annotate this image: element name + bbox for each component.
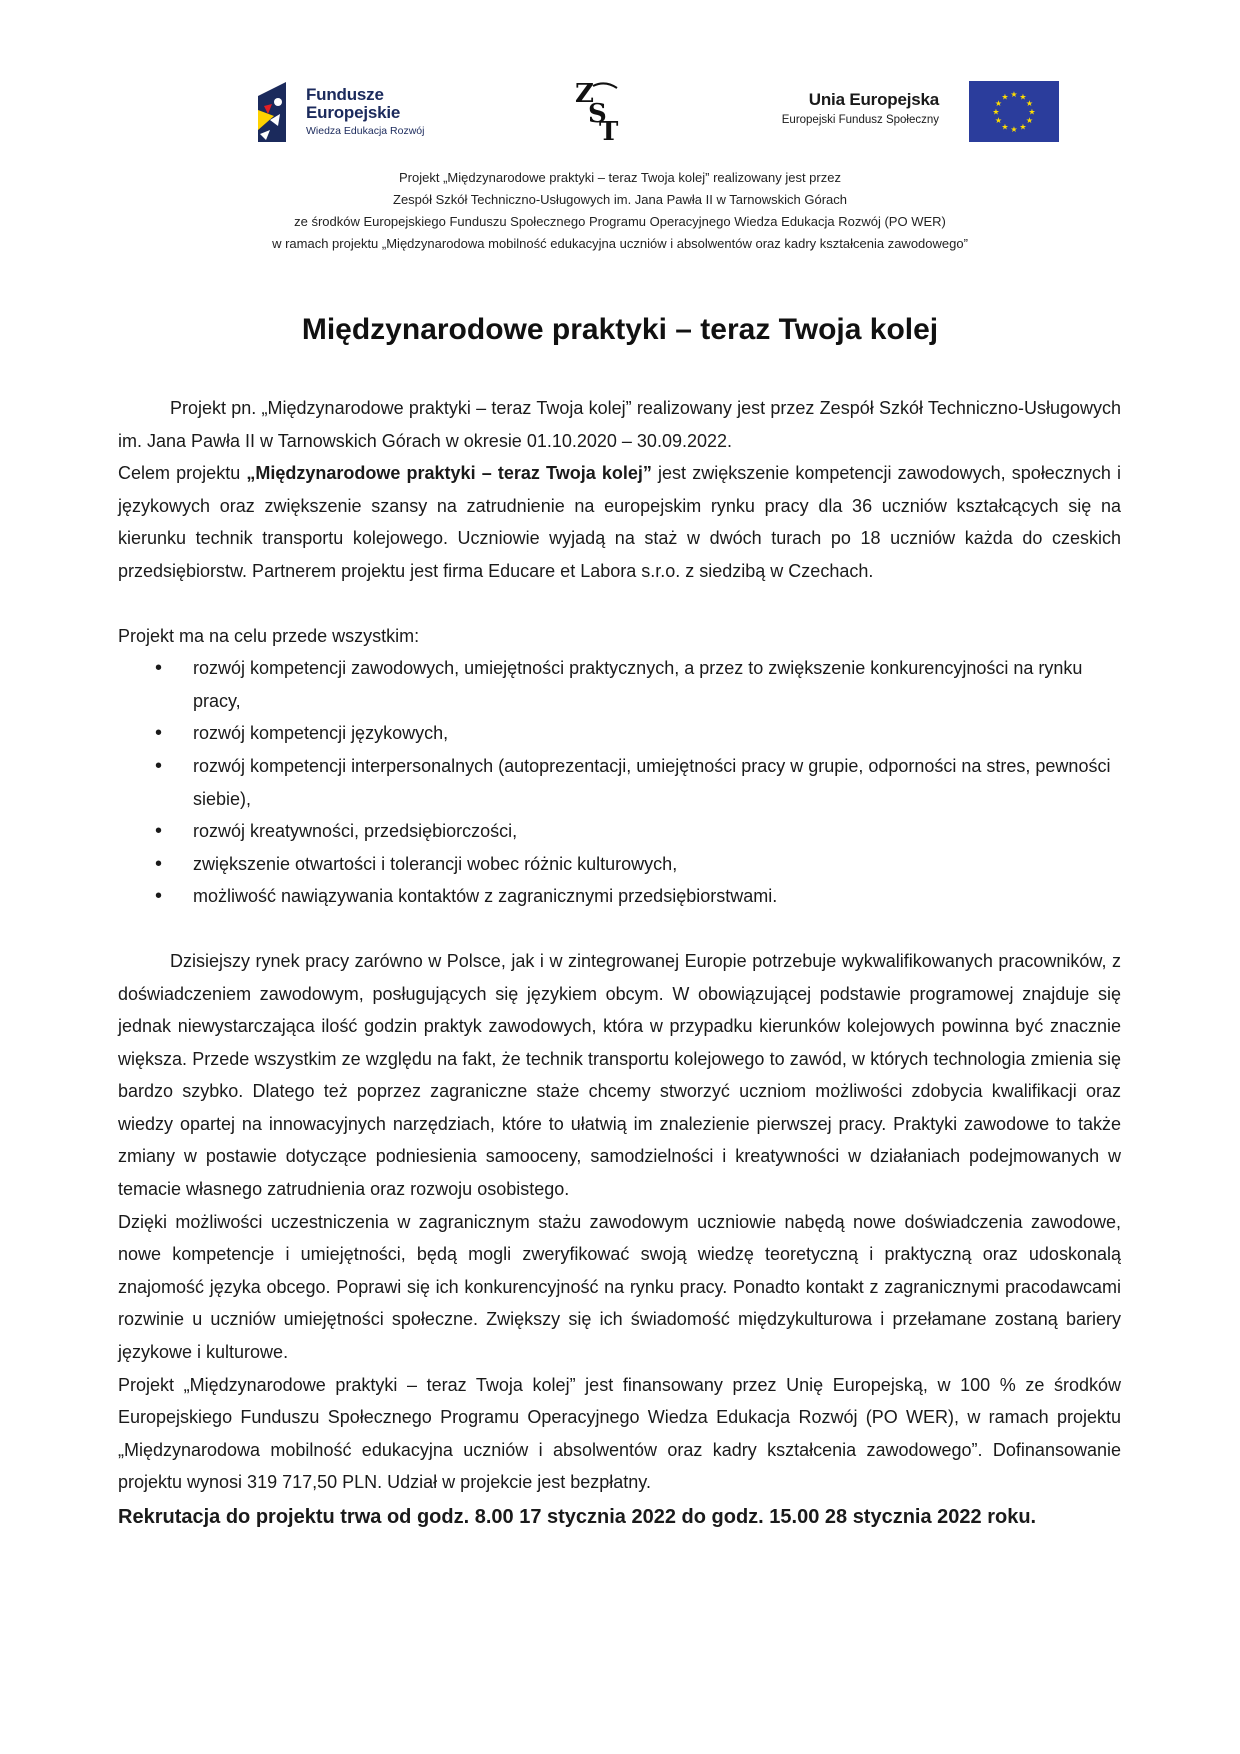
- goal-text-before: Celem projektu: [118, 463, 247, 484]
- fundusze-europejskie-mark-icon: [256, 80, 296, 144]
- recruitment-notice: Rekrutacja do projektu trwa od godz. 8.00 17 stycznia 2022 do godz. 15.00 28 stycznia 2022 roku.: [118, 1506, 1037, 1528]
- list-item: • zwiększenie otwartości i tolerancji wobec różnic kulturowych,: [118, 848, 1121, 881]
- svg-text:★: ★: [1025, 116, 1034, 125]
- svg-text:★: ★: [1010, 125, 1018, 134]
- list-item: • rozwój kompetencji interpersonalnych (autoprezentacji, umiejętności pracy w grupie, odporności na stres, pewności siebie),: [118, 750, 1121, 815]
- fundusze-europejskie-logo: [256, 78, 456, 148]
- goals-list: [118, 652, 1121, 913]
- svg-text:★: ★: [1019, 122, 1027, 132]
- logo-row: [0, 78, 1240, 148]
- intro-paragraph: Projekt pn. „Międzynarodowe praktyki – teraz Twoja kolej” realizowany jest przez Zespół Szkół Techniczno-Usługowych im. Jana Pawła II w Tarnowskich Górach w okresie 01.10.2020 – 30.09.2022.: [118, 398, 1121, 451]
- funding-paragraph: Projekt „Międzynarodowe praktyki – teraz Twoja kolej” jest finansowany przez Unię Europejską, w 100 % ze środków Europejskiego Funduszu Społecznego Programu Operacyjnego Wiedza Edukacja Rozwój (PO WER), w ramach projektu „Międzynarodowa mobilność edukacyjna uczniów i absolwentów oraz kadry kształcenia zawodowego”. Dofinansowanie projektu wynosi 319 717,50 PLN. Udział w projekcie jest bezpłatny.: [118, 1374, 1121, 1493]
- svg-text:★: ★: [1019, 92, 1027, 102]
- header-note-line: w ramach projektu „Międzynarodowa mobilność edukacyjna uczniów i absolwentów oraz kadry kształcenia zawodowego”: [272, 236, 968, 251]
- fe-logo-line2: Europejskie: [306, 103, 401, 122]
- project-name-bold: „Międzynarodowe praktyki – teraz Twoja kolej”: [246, 463, 652, 484]
- svg-text:★: ★: [994, 99, 1003, 108]
- svg-text:★: ★: [1001, 122, 1009, 132]
- header-note-line: ze środków Europejskiego Funduszu Społecznego Programu Operacyjnego Wiedza Edukacja Rozwój (PO WER): [294, 214, 946, 229]
- goals-lead: Projekt ma na celu przede wszystkim:: [118, 625, 420, 646]
- benefits-paragraph: Dzięki możliwości uczestniczenia w zagranicznym stażu zawodowym uczniowie nabędą nowe doświadczenia zawodowe, nowe kompetencje i umiejętności, będą mogli zweryfikować swoją wiedzę teoretyczną i praktyczną oraz udoskonalą znajomość języka obcego. Poprawi się ich konkurencyjność na rynku pracy. Ponadto kontakt z zagranicznymi pracodawcami rozwinie u uczniów umiejętności społeczne. Zwiększy się ich świadomość międzykulturowa i przełamane zostaną bariery językowe i kulturowe.: [118, 1211, 1121, 1363]
- goal-text-after: jest zwiększenie kompetencji zawodowych, społecznych i językowych oraz zwiększenie szansy na zatrudnienie na europejskim rynku pracy dla 36 uczniów kształcących się na kierunku technik transportu kolejowego. Uczniowie wyjadą na staż w dwóch turach po 18 uczniów każda do czeskich przedsiębiorstw. Partnerem projektu jest firma Educare et Labora s.r.o. z siedzibą w Czechach.: [118, 463, 1121, 581]
- goal-paragraph: [118, 457, 1121, 587]
- header-note-line: Zespół Szkół Techniczno-Usługowych im. Jana Pawła II w Tarnowskich Górach: [393, 192, 847, 207]
- svg-text:★: ★: [1028, 107, 1036, 117]
- document-body: [118, 392, 1121, 1534]
- svg-text:★: ★: [1010, 90, 1018, 99]
- document-title: Międzynarodowe praktyki – teraz Twoja kolej: [301, 313, 939, 346]
- svg-text:★: ★: [1001, 92, 1009, 102]
- project-header-note: [100, 167, 1140, 255]
- list-item: • rozwój kreatywności, przedsiębiorczości,: [118, 815, 1121, 848]
- list-item: • rozwój kompetencji językowych,: [118, 717, 1121, 750]
- ue-logo-title: Unia Europejska: [808, 90, 939, 109]
- labour-market-paragraph: Dzisiejszy rynek pracy zarówno w Polsce, jak i w zintegrowanej Europie potrzebuje wykwalifikowanych pracowników, z doświadczeniem zawodowym, posługujących się językiem obcym. W obowiązującej podstawie programowej znajduje się jednak niewystarczająca ilość godzin praktyk zawodowych, która w przypadku kierunków kolejowych powinna być znacznie większa. Przede wszystkim ze względu na fakt, że technik transportu kolejowego to zawód, w których technologia zmienia się bardzo szybko. Dlatego też poprzez zagraniczne staże chcemy stworzyć uczniom możliwości zdobycia kwalifikacji oraz wiedzy opartej na innowacyjnych narzędziach, które to ułatwią im znalezienie pierwszej pracy. Praktyki zawodowe to także zmiany w postawie dotyczące podniesienia samooceny, samodzielności i kreatywności w działaniach podejmowanych w temacie własnego zatrudnienia oraz rozwoju osobistego.: [118, 950, 1121, 1200]
- list-item: • możliwość nawiązywania kontaktów z zagranicznymi przedsiębiorstwami.: [118, 880, 1121, 913]
- fe-logo-line1: Fundusze: [306, 85, 384, 104]
- svg-text:★: ★: [1025, 99, 1034, 108]
- fe-logo-line3: Wiedza Edukacja Rozwój: [306, 125, 425, 137]
- zst-school-logo: [573, 78, 625, 142]
- svg-text:★: ★: [992, 107, 1000, 117]
- svg-text:S: S: [588, 99, 607, 129]
- svg-text:★: ★: [994, 116, 1003, 125]
- svg-text:Z: Z: [575, 79, 594, 109]
- list-item: • rozwój kompetencji zawodowych, umiejętności praktycznych, a przez to zwiększenie konkurencyjności na rynku pracy,: [118, 652, 1121, 717]
- ue-logo-subtitle: Europejski Fundusz Społeczny: [781, 114, 939, 126]
- eu-flag-icon: [969, 81, 1059, 142]
- unia-europejska-logo: [749, 81, 1049, 145]
- svg-text:T: T: [599, 117, 619, 142]
- header-note-line: Projekt „Międzynarodowe praktyki – teraz Twoja kolej” realizowany jest przez: [399, 170, 841, 185]
